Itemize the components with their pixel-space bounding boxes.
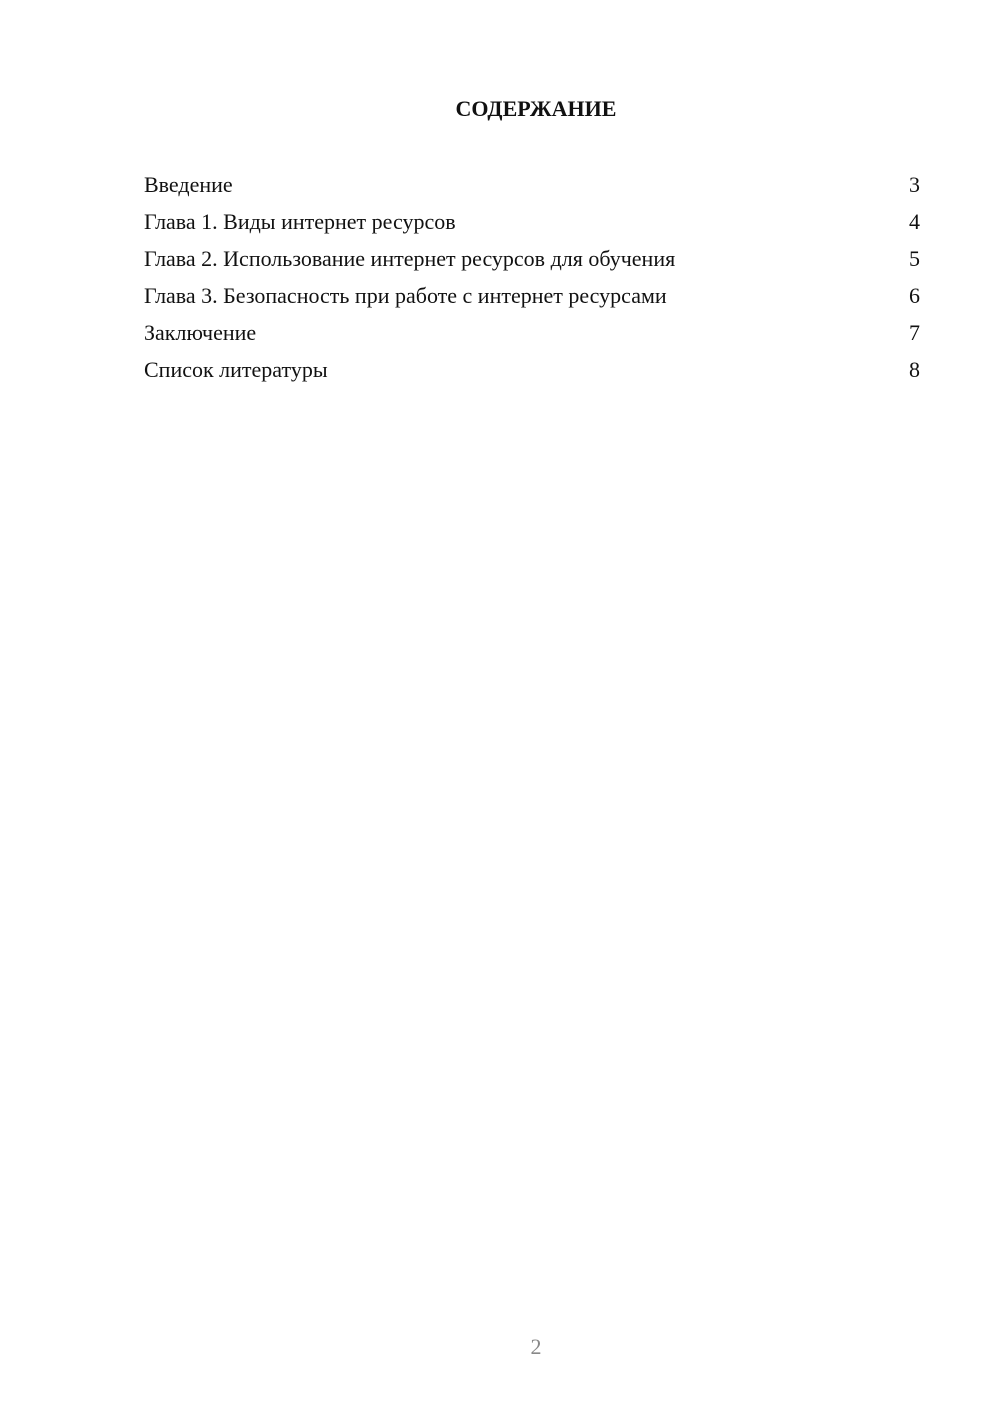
toc-entry-title: Глава 3. Безопасность при работе с интернет ресурсами: [144, 283, 667, 308]
toc-entry: [144, 281, 920, 318]
table-of-contents: [144, 170, 920, 392]
toc-entry: [144, 170, 920, 207]
toc-entry-page: 6: [909, 283, 920, 308]
toc-entry: [144, 244, 920, 281]
page-number: 2: [530, 1334, 542, 1359]
toc-entry: [144, 355, 920, 392]
page-title: СОДЕРЖАНИЕ: [455, 96, 617, 121]
toc-entry: [144, 318, 920, 355]
toc-entry-page: 5: [909, 246, 920, 271]
toc-entry-page: 7: [909, 320, 920, 345]
toc-entry-title: Глава 2. Использование интернет ресурсов для обучения: [144, 246, 676, 271]
toc-entry-title: Введение: [144, 172, 233, 197]
toc-entry-page: 8: [909, 357, 920, 382]
toc-entry-title: Глава 1. Виды интернет ресурсов: [144, 209, 456, 234]
toc-entry: [144, 207, 920, 244]
toc-entry-title: Список литературы: [144, 357, 328, 382]
toc-entry-page: 3: [909, 172, 920, 197]
toc-entry-title: Заключение: [144, 320, 257, 345]
toc-entry-page: 4: [909, 209, 920, 234]
